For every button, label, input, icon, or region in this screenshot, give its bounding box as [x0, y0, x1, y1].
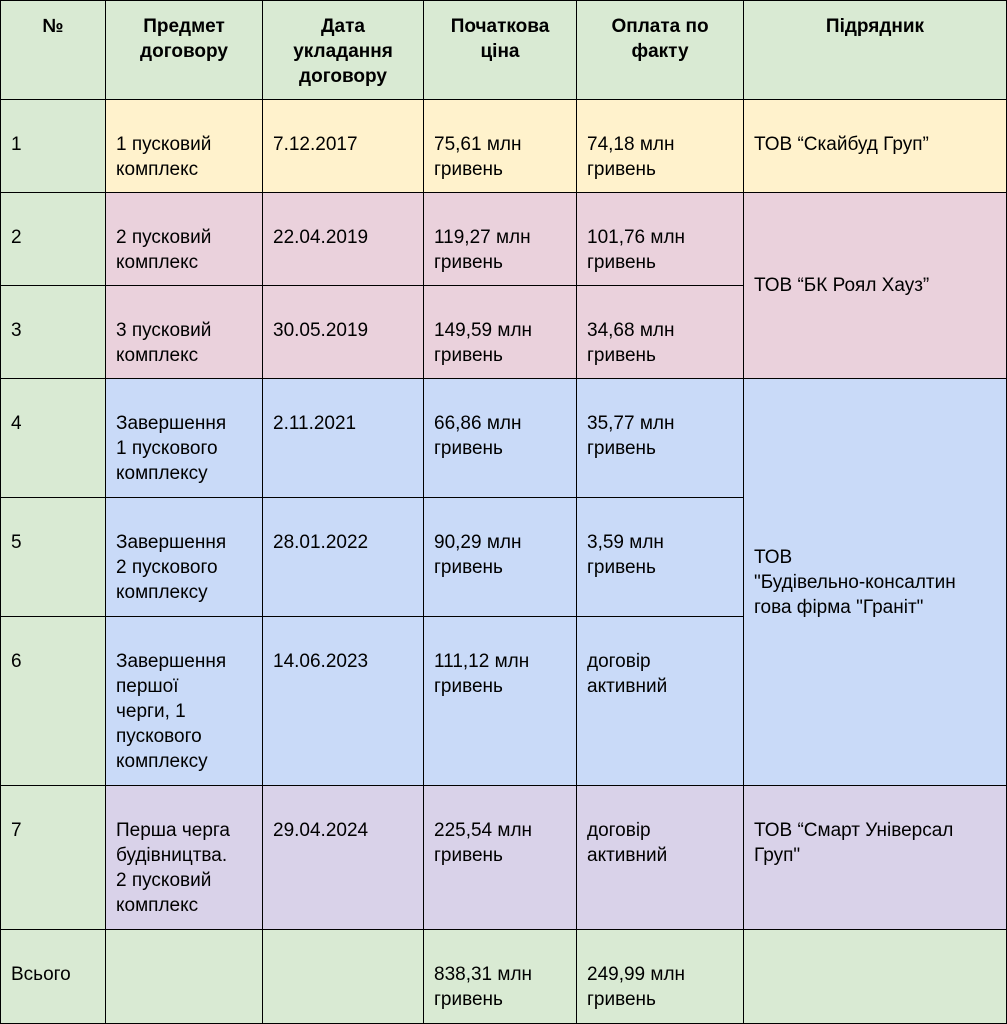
initial-price: 225,54 млн гривень — [424, 786, 577, 930]
contractor: ТОВ "Будівельно-консалтин гова фірма "Граніт" — [744, 379, 1007, 786]
initial-price: 119,27 млн гривень — [424, 193, 577, 286]
header-num: № — [1, 1, 106, 100]
contract-subject: 1 пусковий комплекс — [106, 100, 263, 193]
row-number: 6 — [1, 617, 106, 786]
table-row — [1, 100, 1007, 193]
contract-subject: 2 пусковий комплекс — [106, 193, 263, 286]
actual-payment: 3,59 млн гривень — [577, 498, 744, 617]
initial-price: 66,86 млн гривень — [424, 379, 577, 498]
header-contractor: Підрядник — [744, 1, 1007, 100]
contractor: ТОВ “БК Роял Хауз” — [744, 193, 1007, 379]
contract-subject: Завершення 1 пускового комплексу — [106, 379, 263, 498]
row-number: 4 — [1, 379, 106, 498]
contract-subject: Перша черга будівництва. 2 пусковий комплекс — [106, 786, 263, 930]
actual-payment: 35,77 млн гривень — [577, 379, 744, 498]
total-row — [1, 930, 1007, 1024]
contractor: ТОВ “Смарт Універсал Груп" — [744, 786, 1007, 930]
total-contractor-empty — [744, 930, 1007, 1024]
contract-date: 7.12.2017 — [263, 100, 424, 193]
contract-subject: Завершення 2 пускового комплексу — [106, 498, 263, 617]
contract-date: 22.04.2019 — [263, 193, 424, 286]
actual-payment: 34,68 млн гривень — [577, 286, 744, 379]
header-subject: Предмет договору — [106, 1, 263, 100]
header-initial-price: Початкова ціна — [424, 1, 577, 100]
row-number: 7 — [1, 786, 106, 930]
contract-date: 14.06.2023 — [263, 617, 424, 786]
header-actual-payment: Оплата по факту — [577, 1, 744, 100]
contractor: ТОВ “Скайбуд Груп” — [744, 100, 1007, 193]
row-number: 5 — [1, 498, 106, 617]
row-number: 1 — [1, 100, 106, 193]
table-row — [1, 379, 1007, 498]
initial-price: 75,61 млн гривень — [424, 100, 577, 193]
table-row — [1, 193, 1007, 286]
initial-price: 90,29 млн гривень — [424, 498, 577, 617]
initial-price: 111,12 млн гривень — [424, 617, 577, 786]
actual-payment: договір активний — [577, 617, 744, 786]
header-date: Дата укладання договору — [263, 1, 424, 100]
header-row — [1, 1, 1007, 100]
contract-date: 30.05.2019 — [263, 286, 424, 379]
initial-price: 149,59 млн гривень — [424, 286, 577, 379]
contract-date: 28.01.2022 — [263, 498, 424, 617]
row-number: 2 — [1, 193, 106, 286]
contract-subject: Завершення першої черги, 1 пускового комплексу — [106, 617, 263, 786]
total-initial-price: 838,31 млн гривень — [424, 930, 577, 1024]
total-date-empty — [263, 930, 424, 1024]
contract-subject: 3 пусковий комплекс — [106, 286, 263, 379]
row-number: 3 — [1, 286, 106, 379]
actual-payment: 74,18 млн гривень — [577, 100, 744, 193]
actual-payment: 101,76 млн гривень — [577, 193, 744, 286]
actual-payment: договір активний — [577, 786, 744, 930]
total-actual-payment: 249,99 млн гривень — [577, 930, 744, 1024]
contract-date: 29.04.2024 — [263, 786, 424, 930]
table-row — [1, 786, 1007, 930]
contract-date: 2.11.2021 — [263, 379, 424, 498]
total-subject-empty — [106, 930, 263, 1024]
total-label: Всього — [1, 930, 106, 1024]
